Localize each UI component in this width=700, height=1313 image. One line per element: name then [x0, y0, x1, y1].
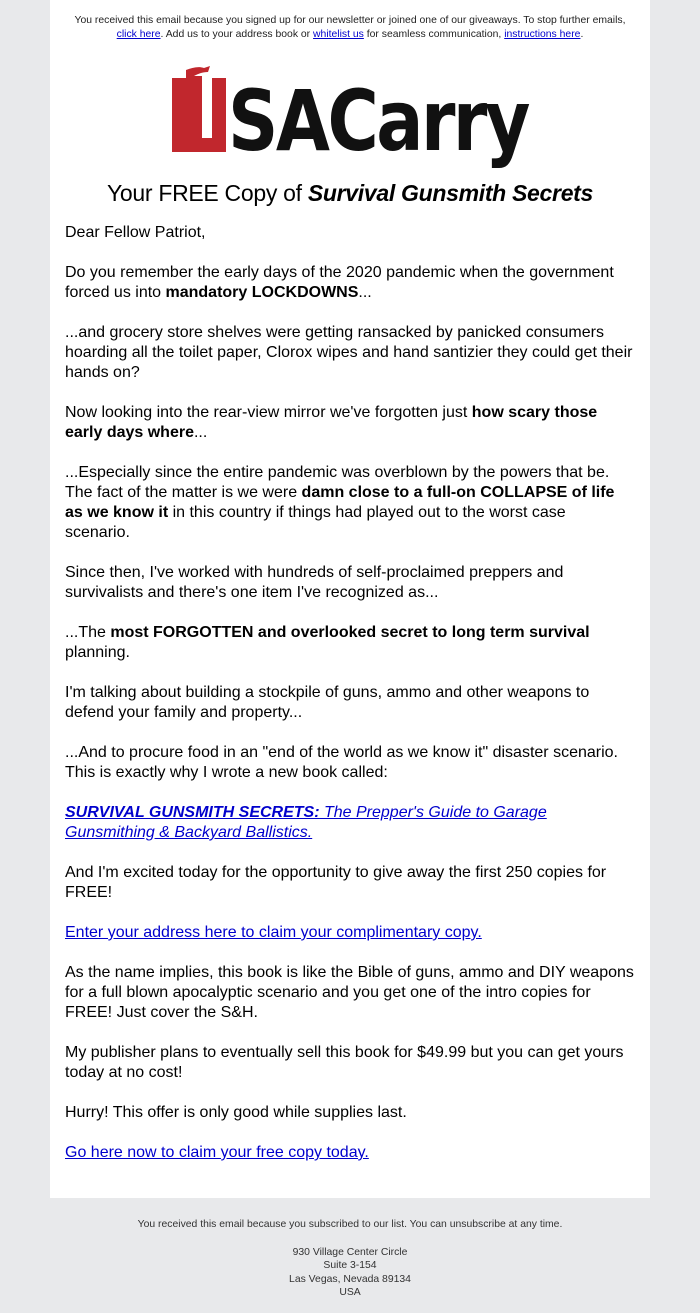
- preheader-text: .: [580, 29, 584, 40]
- preheader-text: You received this email because you signed up for our newsletter or joined one of our giveaways. To stop further emails,: [74, 15, 626, 26]
- whitelist-link[interactable]: whitelist us: [313, 29, 364, 40]
- body-text: Dear Fellow Patriot,: [65, 224, 206, 241]
- body-paragraph: [65, 403, 635, 443]
- footer: [0, 1198, 700, 1300]
- body-text: Do you remember the early days of the 2020 pandemic when the government forced us into: [65, 264, 614, 301]
- email-heading: [50, 180, 650, 207]
- preheader-text: . Add us to your address book or: [160, 29, 314, 40]
- svg-text:SACarry: SACarry: [228, 72, 530, 170]
- body-text: ...And to procure food in an "end of the world as we know it" disaster scenario. This is exactly why I wrote a new book called:: [65, 744, 618, 781]
- body-paragraph: [65, 463, 635, 543]
- body-paragraph: [65, 563, 635, 603]
- body-text: in this country if things had played out to the worst case scenario.: [65, 504, 566, 541]
- body-text: ...Especially since the entire pandemic was overblown by the powers that be. The fact of the matter is we were: [65, 464, 610, 501]
- address-line: USA: [339, 1287, 361, 1298]
- body-text: planning.: [65, 644, 130, 661]
- body-paragraph: [65, 223, 635, 243]
- body-text: ...The: [65, 624, 111, 641]
- preheader: [68, 14, 632, 42]
- address-line: Suite 3-154: [323, 1260, 377, 1271]
- bold-text: damn close to a full-on COLLAPSE of life as we know it: [65, 484, 615, 521]
- body-paragraph: [65, 863, 635, 903]
- body-paragraph: [65, 963, 635, 1023]
- body-paragraph: [65, 263, 635, 303]
- claim-link[interactable]: Go here now to claim your free copy today.: [65, 1144, 369, 1161]
- claim-link[interactable]: Enter your address here to claim your complimentary copy.: [65, 924, 482, 941]
- body-text: My publisher plans to eventually sell this book for $49.99 but you can get yours today at no cost!: [65, 1044, 624, 1081]
- body-paragraph: [65, 623, 635, 663]
- claim-link[interactable]: The Prepper's Guide to Garage Gunsmithing & Backyard Ballistics.: [65, 804, 547, 841]
- body-text: ...: [358, 284, 372, 301]
- body-text: I'm talking about building a stockpile of guns, ammo and other weapons to defend your family and property...: [65, 684, 590, 721]
- address-line: Las Vegas, Nevada 89134: [289, 1273, 411, 1285]
- body-paragraph: [65, 323, 635, 383]
- address-line: 930 Village Center Circle: [292, 1246, 408, 1258]
- body-paragraph: [65, 1143, 635, 1163]
- footer-address: [0, 1246, 700, 1300]
- book-title: Survival Gunsmith Secrets: [307, 180, 594, 206]
- body-text: ...and grocery store shelves were getting ransacked by panicked consumers hoarding all the toilet paper, Clorox wipes and hand santizier they could get their hands on?: [65, 324, 633, 381]
- body-text: Hurry! This offer is only good while supplies last.: [65, 1104, 407, 1121]
- bold-text: mandatory LOCKDOWNS: [165, 284, 359, 301]
- body-text: As the name implies, this book is like the Bible of guns, ammo and DIY weapons for a full blown apocalyptic scenario and you get one of the intro copies for FREE! Just cover the S&H.: [65, 964, 634, 1021]
- body-text: And I'm excited today for the opportunity to give away the first 250 copies for FREE!: [65, 864, 607, 901]
- email-card: [50, 0, 650, 1198]
- body-paragraph: [65, 923, 635, 943]
- body-paragraph: [65, 1043, 635, 1083]
- heading-text: Your FREE Copy of: [106, 180, 308, 206]
- unsubscribe-link[interactable]: click here: [116, 29, 161, 40]
- body-text: Now looking into the rear-view mirror we've forgotten just: [65, 404, 472, 421]
- claim-link[interactable]: SURVIVAL GUNSMITH SECRETS:: [65, 804, 320, 821]
- body-paragraph: [65, 683, 635, 723]
- footer-note: You received this email because you subscribed to our list. You can unsubscribe at any time.: [137, 1219, 563, 1230]
- body-text: Since then, I've worked with hundreds of self-proclaimed preppers and survivalists and there's one item I've recognized as...: [65, 564, 564, 601]
- bold-text: how scary those early days where: [65, 404, 598, 441]
- usacarry-logo: [170, 66, 530, 170]
- email-body: [65, 223, 635, 1163]
- bold-text: most FORGOTTEN and overlooked secret to long term survival: [110, 624, 590, 641]
- body-paragraph: [65, 803, 635, 843]
- instructions-link[interactable]: instructions here: [504, 29, 581, 40]
- body-text: ...: [193, 424, 208, 441]
- body-paragraph: [65, 1103, 635, 1123]
- body-paragraph: [65, 743, 635, 783]
- preheader-text: for seamless communication,: [363, 29, 505, 40]
